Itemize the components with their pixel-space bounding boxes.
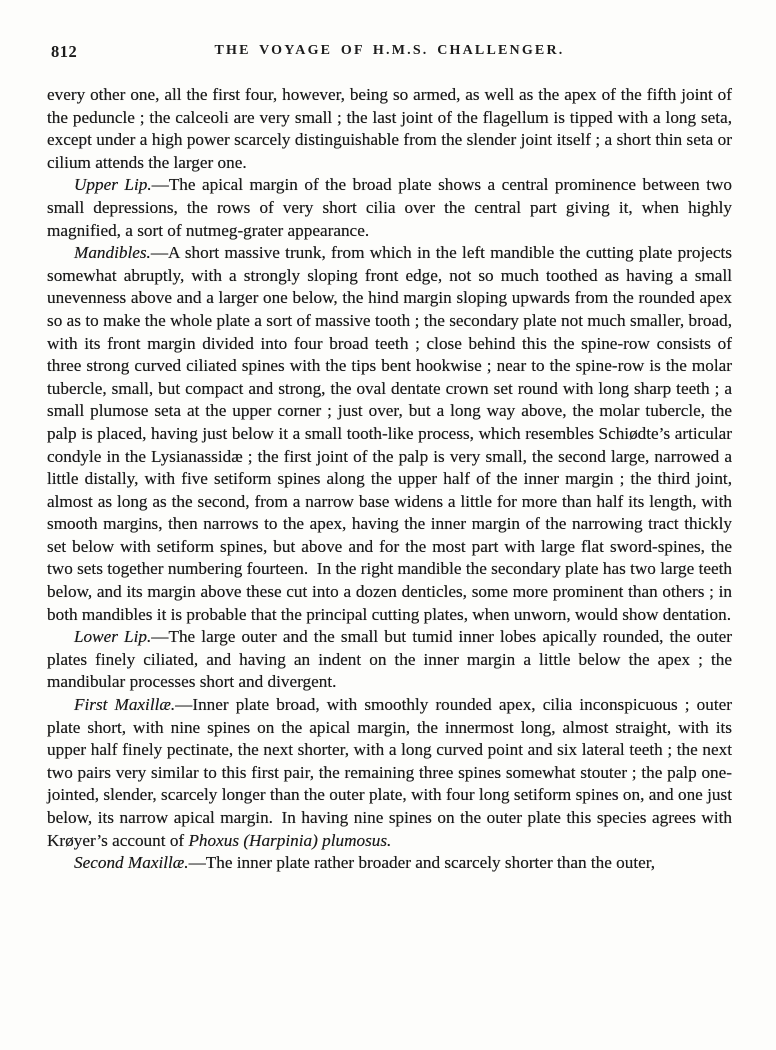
paragraph-text: —The inner plate rather broader and scarcely shorter than the outer, bbox=[188, 853, 656, 873]
paragraph-second-maxillae bbox=[47, 852, 732, 875]
page-number: 812 bbox=[51, 42, 78, 61]
paragraph-text: every other one, all the first four, however, being so armed, as well as the apex of the fifth joint of the peduncle ; the calceoli are very small ; the last joint of the flagellum is tipped with a long seta, except under a high power scarcely distinguishable from the slender joint itself ; a short thin seta or cilium attends the larger one. bbox=[47, 85, 732, 172]
paragraph-text: —The apical margin of the broad plate shows a central prominence between two small depressions, the rows of very short cilia over the central part giving it, when highly magnified, a sort of nutmeg-grater appearance. bbox=[47, 175, 732, 240]
page-body bbox=[47, 84, 732, 875]
paragraph-continuation bbox=[47, 84, 732, 174]
page-header bbox=[47, 42, 732, 64]
paragraph-lead: Mandibles. bbox=[74, 243, 151, 263]
paragraph-lead: Upper Lip. bbox=[74, 175, 152, 195]
paragraph-mandibles bbox=[47, 242, 732, 626]
paragraph-text: —The large outer and the small but tumid inner lobes apically rounded, the outer plates finely ciliated, and having an indent on the inner margin a little below the apex ; the mandibular processes short and divergent. bbox=[47, 627, 732, 692]
paragraph-lead: Lower Lip. bbox=[74, 627, 152, 647]
paragraph-text: —Inner plate broad, with smoothly rounded apex, cilia inconspicuous ; outer plate short, with nine spines on the apical margin, the innermost long, almost straight, with its upper half finely pectinate, the next shorter, with a long curved point and six lateral teeth ; the next two pairs very similar to this first pair, the remaining three spines somewhat stouter ; the palp one-jointed, slender, scarcely longer than the outer plate, with four long setiform spines on, and one just below, its narrow apical margin. In having nine spines on the outer plate this species agrees with Krøyer’s account of bbox=[47, 695, 732, 850]
species-name: Phoxus (Harpinia) plumosus. bbox=[188, 830, 392, 850]
paragraph-lead: Second Maxillæ. bbox=[74, 853, 189, 873]
paragraph-lower-lip bbox=[47, 626, 732, 694]
paragraph-upper-lip bbox=[47, 174, 732, 242]
paragraph-text: —A short massive trunk, from which in the left mandible the cutting plate projects somewhat abruptly, with a strongly sloping front edge, not so much toothed as having a small unevenness above and a larger one below, the hind margin sloping upwards from the rounded apex so as to make the whole plate a sort of massive tooth ; the secondary plate not much smaller, broad, with its front margin divided into four broad teeth ; close behind this the spine-row consists of three strong curved ciliated spines with the tips bent hookwise ; near to the spine-row is the molar tubercle, small, but compact and strong, the oval dentate crown set round with long sharp teeth ; a small plumose seta at the upper corner ; just over, but a long way above, the molar tubercle, the palp is placed, having just below it a small tooth-like process, which resembles Schiødte’s articular condyle in the Lysianassidæ ; the first joint of the palp is very small, the second large, narrowed a little distally, with five setiform spines along the upper half of the inner margin ; the third joint, almost as long as the second, from a narrow base widens a little for more than half its length, with smooth margins, then narrows to the apex, having the inner margin of the narrowing tract thickly set below with setiform spines, but above and for the most part with large flat sword-spines, the two sets together numbering fourteen. In the right mandible the secondary plate has two large teeth below, and its margin above these cut into a dozen denticles, some more prominent than others ; in both mandibles it is probable that the principal cutting plates, when unworn, would show dentation. bbox=[47, 243, 732, 624]
running-title: THE VOYAGE OF H.M.S. CHALLENGER. bbox=[214, 43, 565, 58]
paragraph-lead: First Maxillæ. bbox=[74, 695, 176, 715]
paragraph-first-maxillae bbox=[47, 694, 732, 852]
